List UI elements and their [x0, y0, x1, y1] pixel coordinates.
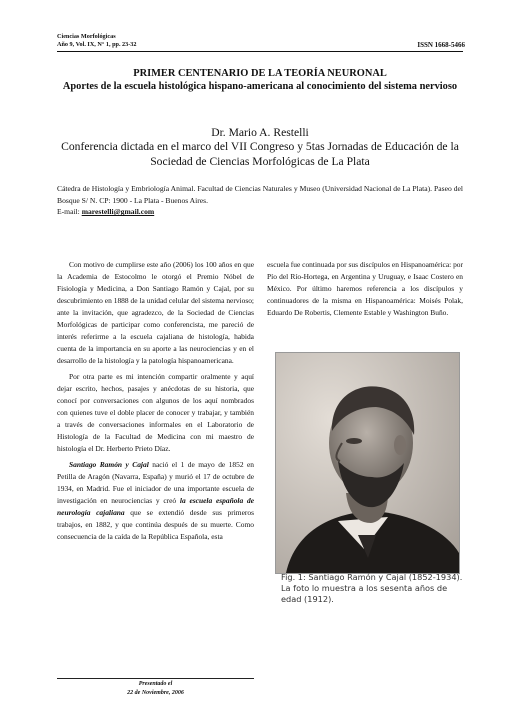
- footer-rule: [57, 678, 254, 679]
- title-line-2: Aportes de la escuela histológica hispano-americana al conocimiento del sistema nervioso: [62, 81, 458, 92]
- presented-date: [57, 680, 254, 698]
- email-label: E-mail:: [57, 207, 80, 217]
- cajal-name: Santiago Ramón y Cajal: [69, 460, 149, 469]
- email-link[interactable]: marestelli@gmail.com: [81, 207, 155, 217]
- journal-issue: Año 9, Vol. IX, N° 1, pp. 23-32: [57, 41, 137, 48]
- right-paragraph-1: escuela fue continuada por sus discípulos en Hispanoamérica: por Pío del Río-Hortega, en Argentina y Uruguay, e Isaac Costero en México. Por último haremos referencia a los discípulos y continuadores de la misma en Hispanoamérica: Moisés Polak, Eduardo De Robertis, Clemente Estable y Washington Buño.: [267, 260, 463, 317]
- author-name: Dr. Mario A. Restelli: [211, 126, 309, 139]
- portrait-photo: [275, 352, 460, 574]
- presented-label: Presentado el: [138, 681, 173, 687]
- journal-name: Ciencias Morfológicas: [57, 33, 116, 40]
- paragraph-1: Con motivo de cumplirse este año (2006) los 100 años en que la Academia de Estocolmo le otorgó el Premio Nóbel de Fisiología y Medicina, a Don Santiago Ramón y Cajal, por su descubrimiento en 1888 de la unidad celular del sistema nervioso; ante la invitación, que agradezco, de la Sociedad de Ciencias Morfológicas de participar como conferencista, me pareció de interés referirme a la escuela cajaliana de histología, habida cuenta de la importancia en su aporte a las neurociencias y en el desarrollo de la histología y la patología hispanoamericana.: [57, 260, 254, 365]
- affiliation-text: Cátedra de Histología y Embriología Animal. Facultad de Ciencias Naturales y Museo (Universidad Nacional de La Plata). Paseo del Bosque S/ N. CP: 1900 - La Plata - Buenos Aires.: [57, 184, 463, 205]
- portrait-image: [276, 353, 459, 573]
- paragraph-3: [57, 459, 254, 543]
- paragraph-2: Por otra parte es mi intención compartir oralmente y aquí dejar escrito, hechos, pasajes y anécdotas de su historia, que conocí por conversaciones con algunos de los aquí nombrados con quienes tuve el doble placer de conocer y trabajar, y también a través de conversaciones informales en el Laboratorio de Histología de la Facultad de Medicina con mi maestro de histología el Dr. Herberto Prieto Díaz.: [57, 372, 254, 453]
- paragraph-3-text-b: que se extendió desde sus primeros trabajos, en 1882, y que continúa después de su muerte. Como consecuencia de la caída de la República Española, esta: [57, 508, 254, 541]
- conference-note: Conferencia dictada en el marco del VII Congreso y 5tas Jornadas de Educación de la Sociedad de Ciencias Morfológicas de La Plata: [61, 140, 459, 168]
- paragraph-3-text-a: nació el 1 de mayo de 1852 en Petilla de Aragón (Navarra, España) y murió el 17 de octubre de 1934, en Madrid. Fue el iniciador de una importante escuela de investigación en neurociencias y creó: [57, 460, 255, 505]
- presented-date-value: 22 de Noviembre, 2006: [127, 690, 184, 696]
- affiliation: [57, 183, 463, 218]
- right-column: [267, 259, 463, 319]
- journal-header: [57, 33, 137, 49]
- article-title: [57, 67, 463, 93]
- school-name: la escuela española de neurología cajaliana: [57, 496, 254, 517]
- left-column: [57, 259, 254, 547]
- header-rule: [57, 51, 463, 52]
- figure-caption: Fig. 1: Santiago Ramón y Cajal (1852-1934). La foto lo muestra a los sesenta años de edad (1912).: [281, 572, 463, 604]
- issn: ISSN 1668-5466: [417, 41, 465, 49]
- title-line-1: PRIMER CENTENARIO DE LA TEORÍA NEURONAL: [133, 68, 387, 79]
